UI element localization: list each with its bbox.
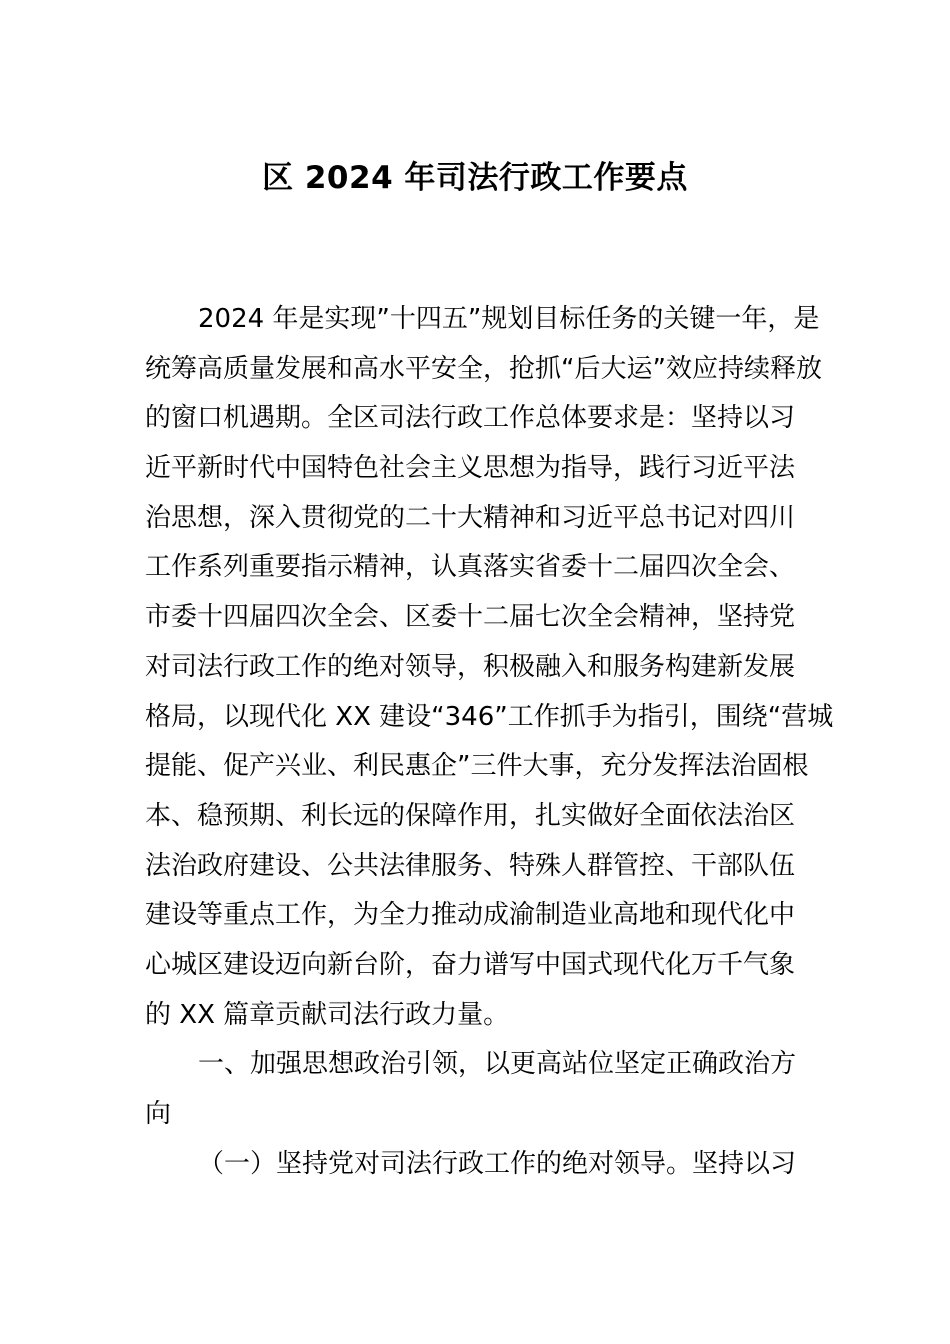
paragraph-intro-line-5: 治思想，深入贯彻党的二十大精神和习近平总书记对四川 [145, 502, 796, 533]
document-body [145, 295, 834, 1189]
section-heading-line-1: 一、加强思想政治引领，以更高站位坚定正确政治方 [198, 1049, 797, 1080]
paragraph-intro-line-2: 统筹高质量发展和高水平安全，抢抓“后大运”效应持续释放 [145, 353, 822, 384]
paragraph-intro-line-13: 建设等重点工作，为全力推动成渝制造业高地和现代化中 [145, 900, 796, 931]
paragraph-intro-line-6: 工作系列重要指示精神，认真落实省委十二届四次全会、 [145, 552, 796, 583]
paragraph-intro-line-14: 心城区建设迈向新台阶，奋力谱写中国式现代化万千气象 [145, 949, 796, 980]
paragraph-intro-line-9: 格局，以现代化 XX 建设“346”工作抓手为指引，围绕“营城 [145, 701, 834, 732]
paragraph-intro-line-3: 的窗口机遇期。全区司法行政工作总体要求是：坚持以习 [145, 403, 796, 434]
paragraph-intro-line-1: 2024 年是实现”十四五”规划目标任务的关键一年，是 [198, 304, 820, 334]
document-title: 区 2024 年司法行政工作要点 [262, 160, 688, 196]
section-heading-line-2: 向 [145, 1099, 172, 1129]
paragraph-intro-line-12: 法治政府建设、公共法律服务、特殊人群管控、干部队伍 [145, 850, 796, 881]
paragraph-intro-line-8: 对司法行政工作的绝对领导，积极融入和服务构建新发展 [145, 651, 796, 682]
paragraph-intro-line-10: 提能、促产兴业、利民惠企”三件大事，充分发挥法治固根 [145, 751, 809, 782]
paragraph-intro-line-7: 市委十四届四次全会、区委十二届七次全会精神，坚持党 [145, 602, 796, 633]
subsection-line-1: （一）坚持党对司法行政工作的绝对领导。坚持以习 [198, 1148, 797, 1179]
paragraph-intro-line-15: 的 XX 篇章贡献司法行政力量。 [145, 999, 510, 1030]
paragraph-intro-line-11: 本、稳预期、利长远的保障作用，扎实做好全面依法治区 [145, 800, 796, 831]
paragraph-intro-line-4: 近平新时代中国特色社会主义思想为指导，践行习近平法 [145, 453, 796, 484]
